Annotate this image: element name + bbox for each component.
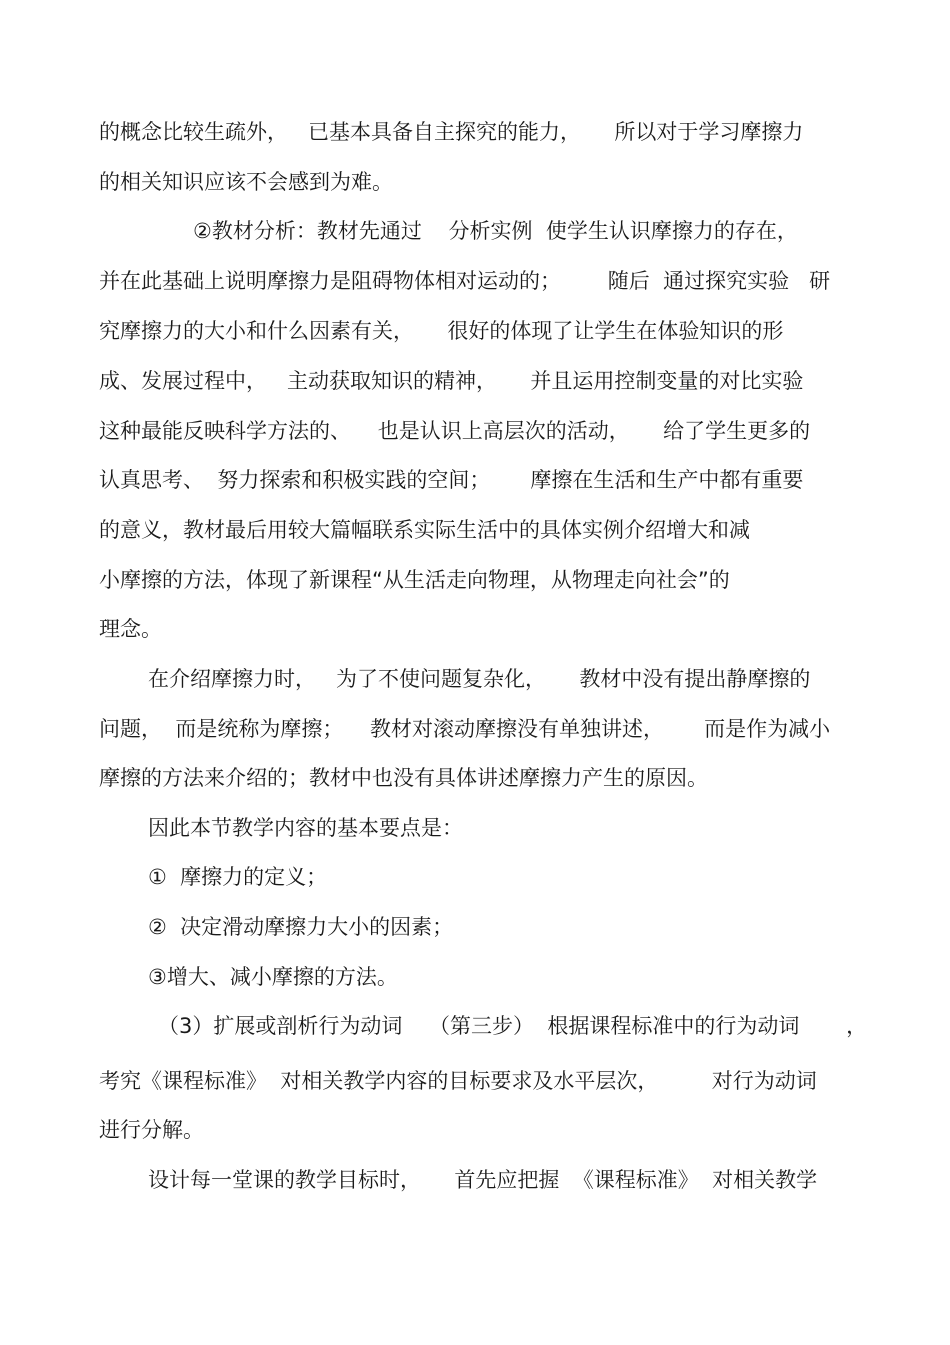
text-line-9: 的意义，教材最后用较大篇幅联系实际生活中的具体实例介绍增大和减 — [99, 518, 750, 542]
text-line-5: 究摩擦力的大小和什么因素有关， 很好的体现了让学生在体验知识的形 — [99, 319, 784, 343]
text-line-4: 并在此基础上说明摩擦力是阻碍物体相对运动的； 随后 通过探究实验 研 — [99, 269, 831, 293]
text-line-3: ②教材分析：教材先通过 分析实例 使学生认识摩擦力的存在， — [193, 219, 798, 243]
text-line-12: 在介绍摩擦力时， 为了不使问题复杂化， 教材中没有提出静摩擦的 — [148, 667, 811, 691]
text-line-2: 的相关知识应该不会感到为难。 — [99, 170, 393, 194]
text-line-15: 因此本节教学内容的基本要点是： — [148, 816, 463, 840]
list-item-3: ③增大、减小摩擦的方法。 — [148, 965, 398, 989]
text-line-6: 成、发展过程中， 主动获取知识的精神， 并且运用控制变量的对比实验 — [99, 369, 804, 393]
text-line-10: 小摩擦的方法，体现了新课程“从生活走向物理，从物理走向社会”的 — [99, 568, 730, 592]
text-line-7: 这种最能反映科学方法的、 也是认识上高层次的活动， 给了学生更多的 — [99, 419, 811, 443]
text-line-8: 认真思考、 努力探索和积极实践的空间； 摩擦在生活和生产中都有重要 — [99, 468, 804, 492]
text-line-21: 进行分解。 — [99, 1118, 204, 1142]
text-line-14: 摩擦的方法来介绍的；教材中也没有具体讲述摩擦力产生的原因。 — [99, 766, 708, 790]
text-line-11: 理念。 — [99, 617, 162, 641]
text-line-19: （3）扩展或剖析行为动词 （第三步） 根据课程标准中的行为动词 ， — [158, 1014, 868, 1038]
text-line-13: 问题， 而是统称为摩擦； 教材对滚动摩擦没有单独讲述， 而是作为减小 — [99, 717, 831, 741]
list-item-1: ① 摩擦力的定义； — [148, 865, 328, 889]
list-item-2: ② 决定滑动摩擦力大小的因素； — [148, 915, 454, 939]
text-line-22: 设计每一堂课的教学目标时， 首先应把握 《课程标准》 对相关教学 — [148, 1168, 818, 1192]
text-line-20: 考究《课程标准》 对相关教学内容的目标要求及水平层次， 对行为动词 — [99, 1069, 817, 1093]
text-line-1: 的概念比较生疏外， 已基本具备自主探究的能力， 所以对于学习摩擦力 — [99, 120, 804, 144]
